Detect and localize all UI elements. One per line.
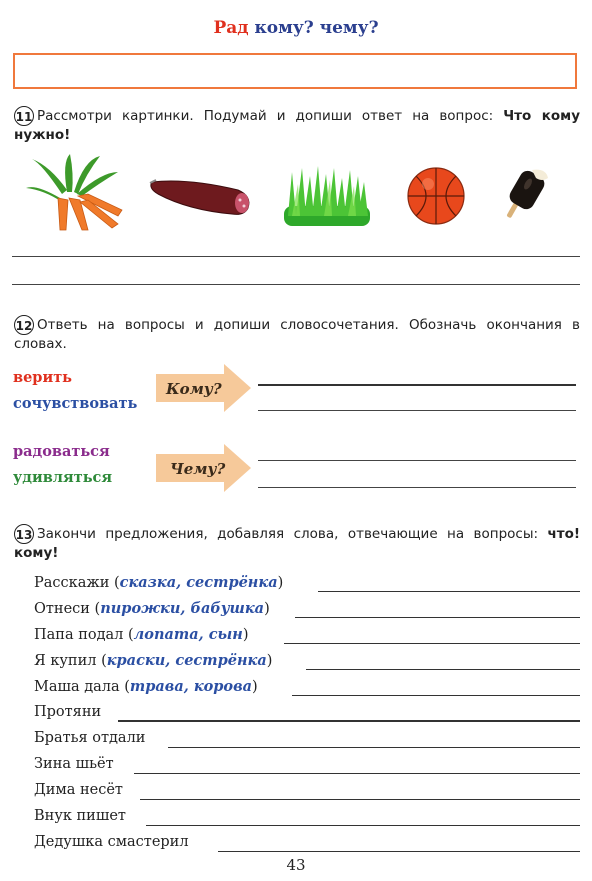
page-number: 43 bbox=[286, 856, 306, 874]
answer-line-12-2[interactable] bbox=[258, 410, 576, 411]
answer-line-12-1[interactable] bbox=[258, 384, 576, 386]
sentence-lead: Я купил ( bbox=[34, 653, 107, 669]
sentence-hint: пирожки, бабушка bbox=[100, 600, 265, 617]
answer-line-12-4[interactable] bbox=[258, 487, 576, 488]
answer-line[interactable] bbox=[168, 747, 580, 748]
answer-line[interactable] bbox=[295, 617, 580, 618]
answer-line[interactable] bbox=[306, 669, 580, 670]
sentence-tail: ) bbox=[252, 679, 258, 695]
task-12-instruction: Ответь на вопросы и допиши словосочетания. Обозначь окончания в словах. bbox=[14, 317, 580, 352]
word-udivlyatsya: удивляться bbox=[13, 469, 113, 486]
sentence-row bbox=[34, 596, 580, 622]
answer-line[interactable] bbox=[118, 720, 580, 722]
answer-box[interactable] bbox=[13, 53, 577, 89]
answer-line-12-3[interactable] bbox=[258, 460, 576, 461]
answer-line[interactable] bbox=[134, 773, 580, 774]
word-verit: верить bbox=[13, 369, 73, 386]
sentence-lead: Дедушка смастерил bbox=[34, 834, 189, 850]
answer-line-11-1[interactable] bbox=[12, 256, 580, 257]
task-12-text bbox=[14, 315, 580, 354]
title-part1: Рад bbox=[213, 18, 249, 38]
answer-line[interactable] bbox=[146, 825, 580, 826]
sentence-row bbox=[34, 674, 580, 700]
sentence-lead: Братья отдали bbox=[34, 730, 146, 746]
sentence-lead: Папа подал ( bbox=[34, 627, 134, 643]
arrow-komu-label: Кому? bbox=[166, 380, 222, 398]
sentence-lead: Дима несёт bbox=[34, 782, 123, 798]
answer-line[interactable] bbox=[318, 591, 580, 592]
title-part2: кому? чему? bbox=[254, 18, 379, 38]
sentence-lead: Протяни bbox=[34, 704, 102, 720]
grass-icon bbox=[284, 166, 370, 226]
sentence-tail: ) bbox=[277, 575, 284, 591]
task-11-question: Что кому нужно! bbox=[14, 108, 580, 143]
page-title bbox=[0, 18, 592, 38]
task-11-number: 11 bbox=[14, 106, 34, 126]
task-12-number: 12 bbox=[14, 315, 34, 335]
arrow-chemu-label: Чему? bbox=[170, 460, 226, 478]
sentence-row bbox=[34, 804, 580, 830]
task-13-question: что! кому! bbox=[14, 526, 581, 561]
ice-cream-icon bbox=[502, 166, 554, 220]
sentence-row bbox=[34, 622, 580, 648]
sentence-row bbox=[34, 726, 580, 752]
answer-line[interactable] bbox=[218, 851, 580, 852]
arrow-chemu bbox=[156, 444, 251, 496]
sentence-row bbox=[34, 778, 580, 804]
sentence-row bbox=[34, 700, 580, 726]
task-11-instruction: Рассмотри картинки. Подумай и допиши ответ на вопрос: bbox=[37, 108, 494, 124]
sentence-tail: ) bbox=[266, 653, 273, 669]
sentence-lead: Маша дала ( bbox=[34, 679, 130, 695]
sentence-hint: краски, сестрёнка bbox=[106, 652, 267, 669]
sentence-row bbox=[34, 570, 580, 596]
answer-line[interactable] bbox=[140, 799, 580, 800]
answer-line-11-2[interactable] bbox=[12, 284, 580, 285]
sentence-hint: лопата, сын bbox=[133, 626, 243, 643]
sentence-tail: ) bbox=[264, 601, 270, 617]
sentence-lead: Внук пишет bbox=[34, 808, 126, 824]
sentence-hint: сказка, сестрёнка bbox=[119, 574, 278, 591]
sentence-tail: ) bbox=[242, 627, 249, 643]
sentence-lead: Отнеси ( bbox=[34, 601, 101, 617]
answer-line[interactable] bbox=[292, 695, 580, 696]
sentence-lead: Зина шьёт bbox=[34, 756, 114, 772]
carrot-icon bbox=[22, 154, 126, 232]
sentence-row bbox=[34, 752, 580, 778]
task-13-instruction: Закончи предложения, добавляя слова, отвечающие на вопросы: bbox=[37, 526, 539, 542]
word-radovatsya: радоваться bbox=[13, 443, 110, 460]
answer-line[interactable] bbox=[284, 643, 580, 644]
word-sochuvstvovat: сочувствовать bbox=[13, 395, 138, 412]
ball-icon bbox=[406, 166, 466, 226]
task-13-text bbox=[14, 524, 580, 563]
task-11-text bbox=[14, 106, 580, 145]
task-13-number: 13 bbox=[14, 524, 34, 544]
sentence-lead: Расскажи ( bbox=[34, 575, 120, 591]
sentence-row bbox=[34, 830, 580, 856]
sentence-row bbox=[34, 648, 580, 674]
sentence-hint: трава, корова bbox=[129, 678, 253, 695]
arrow-komu bbox=[156, 364, 251, 416]
sausage-icon bbox=[148, 176, 254, 218]
